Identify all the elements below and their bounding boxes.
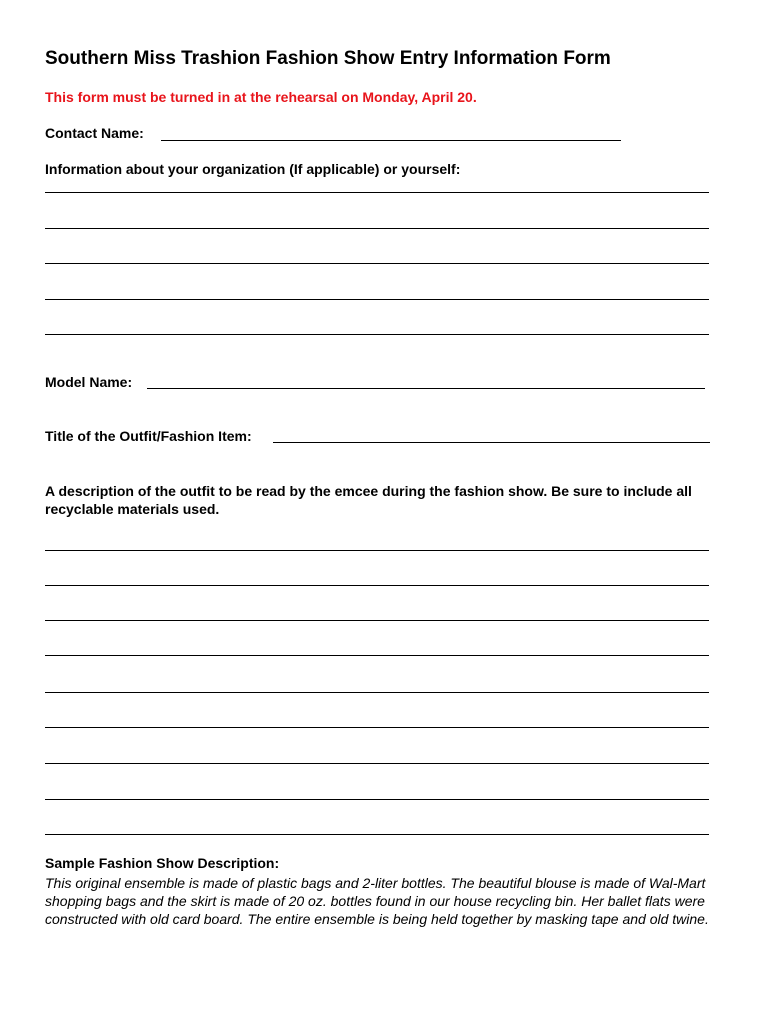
contact-name-label: Contact Name:: [45, 125, 144, 141]
model-name-label: Model Name:: [45, 374, 133, 390]
deadline-notice: This form must be turned in at the rehearsal on Monday, April 20.: [45, 89, 477, 105]
outfit-description-line[interactable]: [45, 643, 709, 656]
organization-info-label: Information about your organization (If applicable) or yourself:: [45, 161, 461, 177]
organization-info-line[interactable]: [45, 287, 709, 300]
outfit-title-field[interactable]: [273, 428, 710, 443]
organization-info-line[interactable]: [45, 180, 709, 193]
organization-info-line[interactable]: [45, 251, 709, 264]
contact-name-field[interactable]: [161, 126, 621, 141]
outfit-description-line[interactable]: [45, 751, 709, 764]
outfit-description-line[interactable]: [45, 715, 709, 728]
outfit-description-line[interactable]: [45, 538, 709, 551]
outfit-title-label: Title of the Outfit/Fashion Item:: [45, 428, 252, 444]
outfit-description-line[interactable]: [45, 680, 709, 693]
outfit-description-line[interactable]: [45, 608, 709, 621]
sample-description-text: This original ensemble is made of plastic bags and 2-liter bottles. The beautiful blouse is made of Wal-Mart shopping bags and the skirt is made of 20 oz. bottles found in our house recycling bin. Her ballet flats were constructed with old card board. The entire ensemble is being held together by masking tape and old twine.: [45, 875, 709, 927]
organization-info-line[interactable]: [45, 216, 709, 229]
outfit-description-line[interactable]: [45, 822, 709, 835]
outfit-description-label: A description of the outfit to be read by the emcee during the fashion show. Be sure to include all recyclable materials used.: [45, 483, 692, 517]
model-name-field[interactable]: [147, 374, 705, 389]
outfit-description-line[interactable]: [45, 573, 709, 586]
sample-description-heading: Sample Fashion Show Description:: [45, 855, 280, 871]
outfit-description-line[interactable]: [45, 787, 709, 800]
form-title: Southern Miss Trashion Fashion Show Entry Information Form: [45, 48, 611, 69]
organization-info-line[interactable]: [45, 322, 709, 335]
